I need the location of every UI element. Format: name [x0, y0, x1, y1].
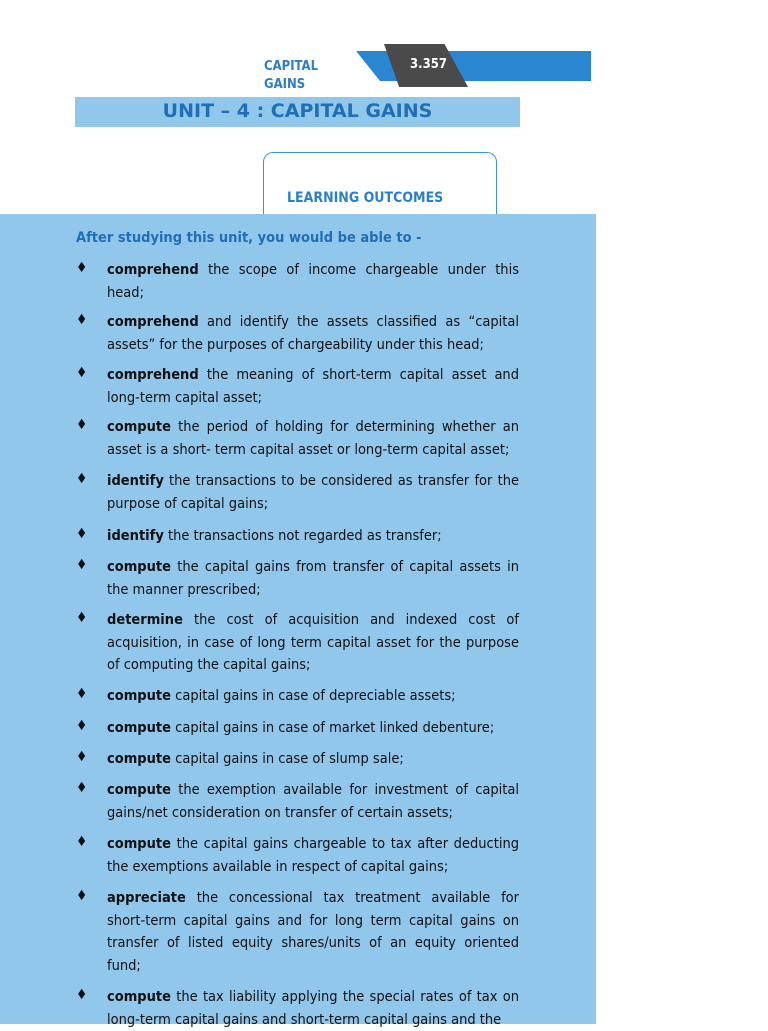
outcome-item [76, 311, 519, 356]
outcome-keyword: compute [107, 782, 172, 798]
bullet-icon: ♦ [76, 417, 88, 433]
outcome-item [76, 986, 519, 1031]
outcome-keyword: identify [107, 528, 164, 544]
outcome-text: capital gains in case of market linked debenture; [171, 720, 495, 736]
outcome-item [76, 364, 519, 409]
outcome-text: the meaning of short-term capital asset and long-term capital asset; [107, 367, 519, 406]
outcome-keyword: compute [107, 751, 172, 767]
outcome-text: the period of holding for determining whether an asset is a short- term capital asset or long-term capital asset; [107, 419, 519, 458]
outcome-keyword: appreciate [107, 890, 186, 906]
outcome-text: capital gains in case of slump sale; [171, 751, 404, 767]
outcome-keyword: determine [107, 612, 183, 628]
bullet-icon: ♦ [76, 557, 88, 573]
bullet-icon: ♦ [76, 834, 88, 850]
outcome-keyword: compute [107, 989, 172, 1005]
outcome-text: the capital gains chargeable to tax after deducting the exemptions available in respect of capital gains; [107, 836, 519, 875]
outcome-text: the tax liability applying the special rates of tax on long-term capital gains and short-term capital gains and the [107, 989, 519, 1028]
bullet-icon: ♦ [76, 312, 88, 328]
outcome-item [76, 779, 519, 824]
learning-outcomes-intro: After studying this unit, you would be able to - [76, 230, 422, 246]
bullet-icon: ♦ [76, 471, 88, 487]
outcome-text: the cost of acquisition and indexed cost of acquisition, in case of long term capital asset for the purpose of computing the capital gains; [107, 612, 519, 673]
learning-outcomes-label: LEARNING OUTCOMES [287, 190, 444, 206]
outcome-item [76, 887, 519, 977]
section-label: CAPITAL GAINS [264, 59, 319, 92]
outcome-keyword: comprehend [107, 262, 199, 278]
outcome-keyword: comprehend [107, 314, 199, 330]
outcome-text: capital gains in case of depreciable assets; [171, 688, 456, 704]
outcome-item [76, 525, 519, 548]
bullet-icon: ♦ [76, 260, 88, 276]
outcome-keyword: compute [107, 720, 172, 736]
bullet-icon: ♦ [76, 610, 88, 626]
outcome-item [76, 609, 519, 677]
bullet-icon: ♦ [76, 718, 88, 734]
outcome-text: the exemption available for investment of capital gains/net consideration on transfer of certain assets; [107, 782, 519, 821]
outcome-text: the scope of income chargeable under this head; [107, 262, 519, 301]
outcome-item [76, 833, 519, 878]
unit-title: UNIT – 4 : CAPITAL GAINS [162, 100, 433, 122]
outcome-text: the concessional tax treatment available for short-term capital gains and for long term capital gains on transfer of listed equity shares/units of an equity oriented fund; [107, 890, 519, 974]
outcome-text: the transactions not regarded as transfer; [163, 528, 442, 544]
outcome-item [76, 556, 519, 601]
outcome-keyword: compute [107, 688, 172, 704]
outcome-item [76, 470, 519, 515]
outcome-keyword: compute [107, 836, 172, 852]
outcome-text: the transactions to be considered as transfer for the purpose of capital gains; [107, 473, 519, 512]
outcome-item [76, 259, 519, 304]
outcome-item [76, 416, 519, 461]
outcome-text: and identify the assets classified as “capital assets” for the purposes of chargeability under this head; [107, 314, 519, 353]
bullet-icon: ♦ [76, 749, 88, 765]
bullet-icon: ♦ [76, 780, 88, 796]
outcome-item [76, 717, 519, 740]
bullet-icon: ♦ [76, 987, 88, 1003]
bullet-icon: ♦ [76, 888, 88, 904]
bullet-icon: ♦ [76, 686, 88, 702]
bullet-icon: ♦ [76, 365, 88, 381]
outcome-text: the capital gains from transfer of capital assets in the manner prescribed; [107, 559, 519, 598]
outcome-keyword: identify [107, 473, 164, 489]
page-number: 3.357 [410, 57, 447, 72]
bullet-icon: ♦ [76, 526, 88, 542]
outcome-keyword: comprehend [107, 367, 199, 383]
outcome-item [76, 685, 519, 708]
outcome-keyword: compute [107, 559, 172, 575]
outcome-keyword: compute [107, 419, 172, 435]
outcome-item [76, 748, 519, 771]
